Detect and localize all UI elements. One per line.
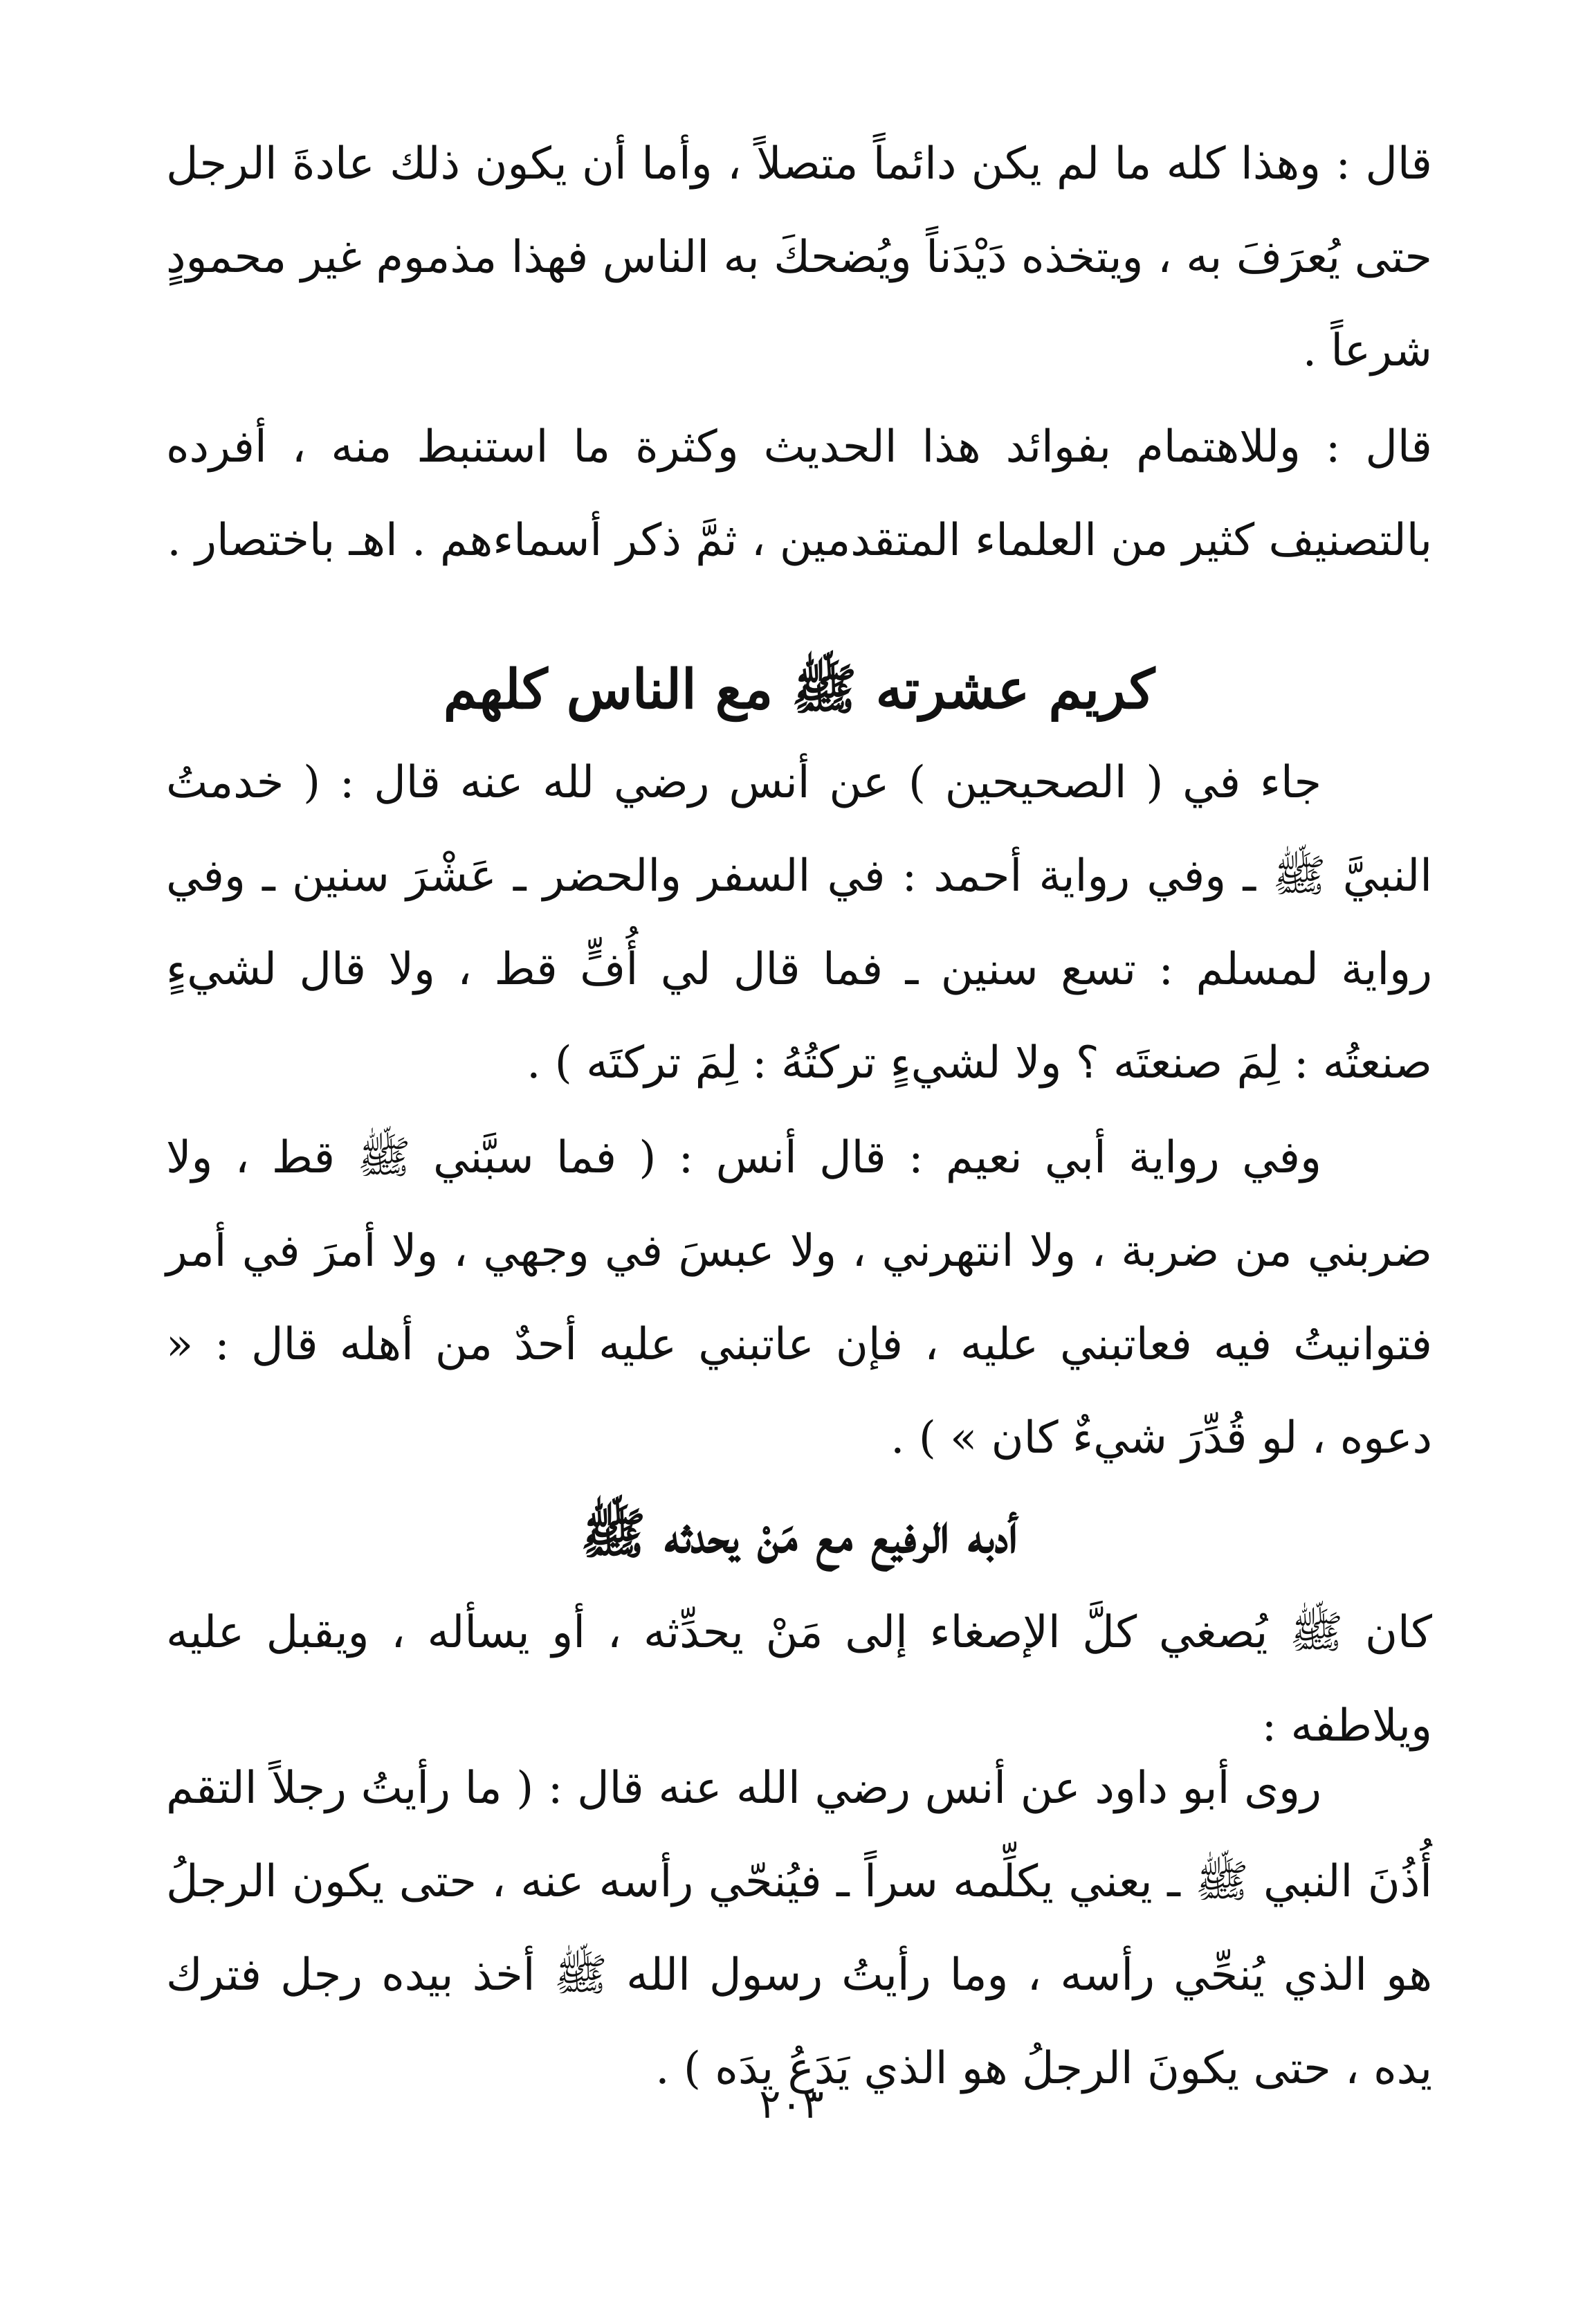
paragraph-humor-habit: قال : وهذا كله ما لم يكن دائماً متصلاً ، وأما أن يكون ذلك عادةَ الرجل حتى يُعرَفَ به ، ويتخذه دَيْدَناً ويُضحكَ به الناس فهذا مذموم غير محمودٍ شرعاً . [166, 138, 1432, 376]
paragraph-abu-nuaim-narration: وفي رواية أبي نعيم : قال أنس : ( فما سبَّني ﷺ قط ، ولا ضربني من ضربة ، ولا انتهرني ، ولا عبسَ في وجهي ، ولا أمرَ في أمر فتوانيتُ فيه فعاتبني عليه ، فإن عاتبني عليه أحدٌ من أهله قال : « دعوه ، لو قُدِّرَ شيءٌ كان » ) . [166, 1132, 1433, 1464]
section-heading-kind-companionship: كريم عشرته ﷺ مع الناس كلهم [443, 658, 1155, 721]
book-page [166, 118, 1432, 2249]
paragraph-abu-dawud-narration: روى أبو داود عن أنس رضي الله عنه قال : ( ما رأيتُ رجلاً التقم أُذُنَ النبي ﷺ ـ يعني يكلِّمه سراً ـ فيُنحّي رأسه عنه ، حتى يكون الرجلُ هو الذي يُنحِّي رأسه ، وما رأيتُ رسول الله ﷺ أخذ بيده رجل فترك يده ، حتى يكونَ الرجلُ هو الذي يَدَعُ يدَه ) . [166, 1763, 1433, 2094]
paragraph-anas-service: جاء في ( الصحيحين ) عن أنس رضي لله عنه قال : ( خدمتُ النبيَّ ﷺ ـ وفي رواية أحمد : في السفر والحضر ـ عَشْرَ سنين ـ وفي رواية لمسلم : تسع سنين ـ فما قال لي أُفٍّ قط ، ولا قال لشيءٍ صنعتُه : لِمَ صنعتَه ؟ ولا لشيءٍ تركتُهُ : لِمَ تركتَه ) . [166, 757, 1432, 1089]
page-number: ٢٠٣ [759, 2080, 824, 2127]
paragraph-hadith-benefits: قال : وللاهتمام بفوائد هذا الحديث وكثرة ما استنبط منه ، أفرده بالتصنيف كثير من العلماء المتقدمين ، ثمَّ ذكر أسماءهم . اهـ باختصار . [166, 421, 1433, 566]
section-heading-manners-listening: أدبه الرفيع مع مَنْ يحدثه ﷺ [580, 1503, 1018, 1565]
paragraph-listening: كان ﷺ يُصغي كلَّ الإصغاء إلى مَنْ يحدِّثه ، أو يسأله ، ويقبل عليه ويلاطفه : [166, 1607, 1432, 1752]
